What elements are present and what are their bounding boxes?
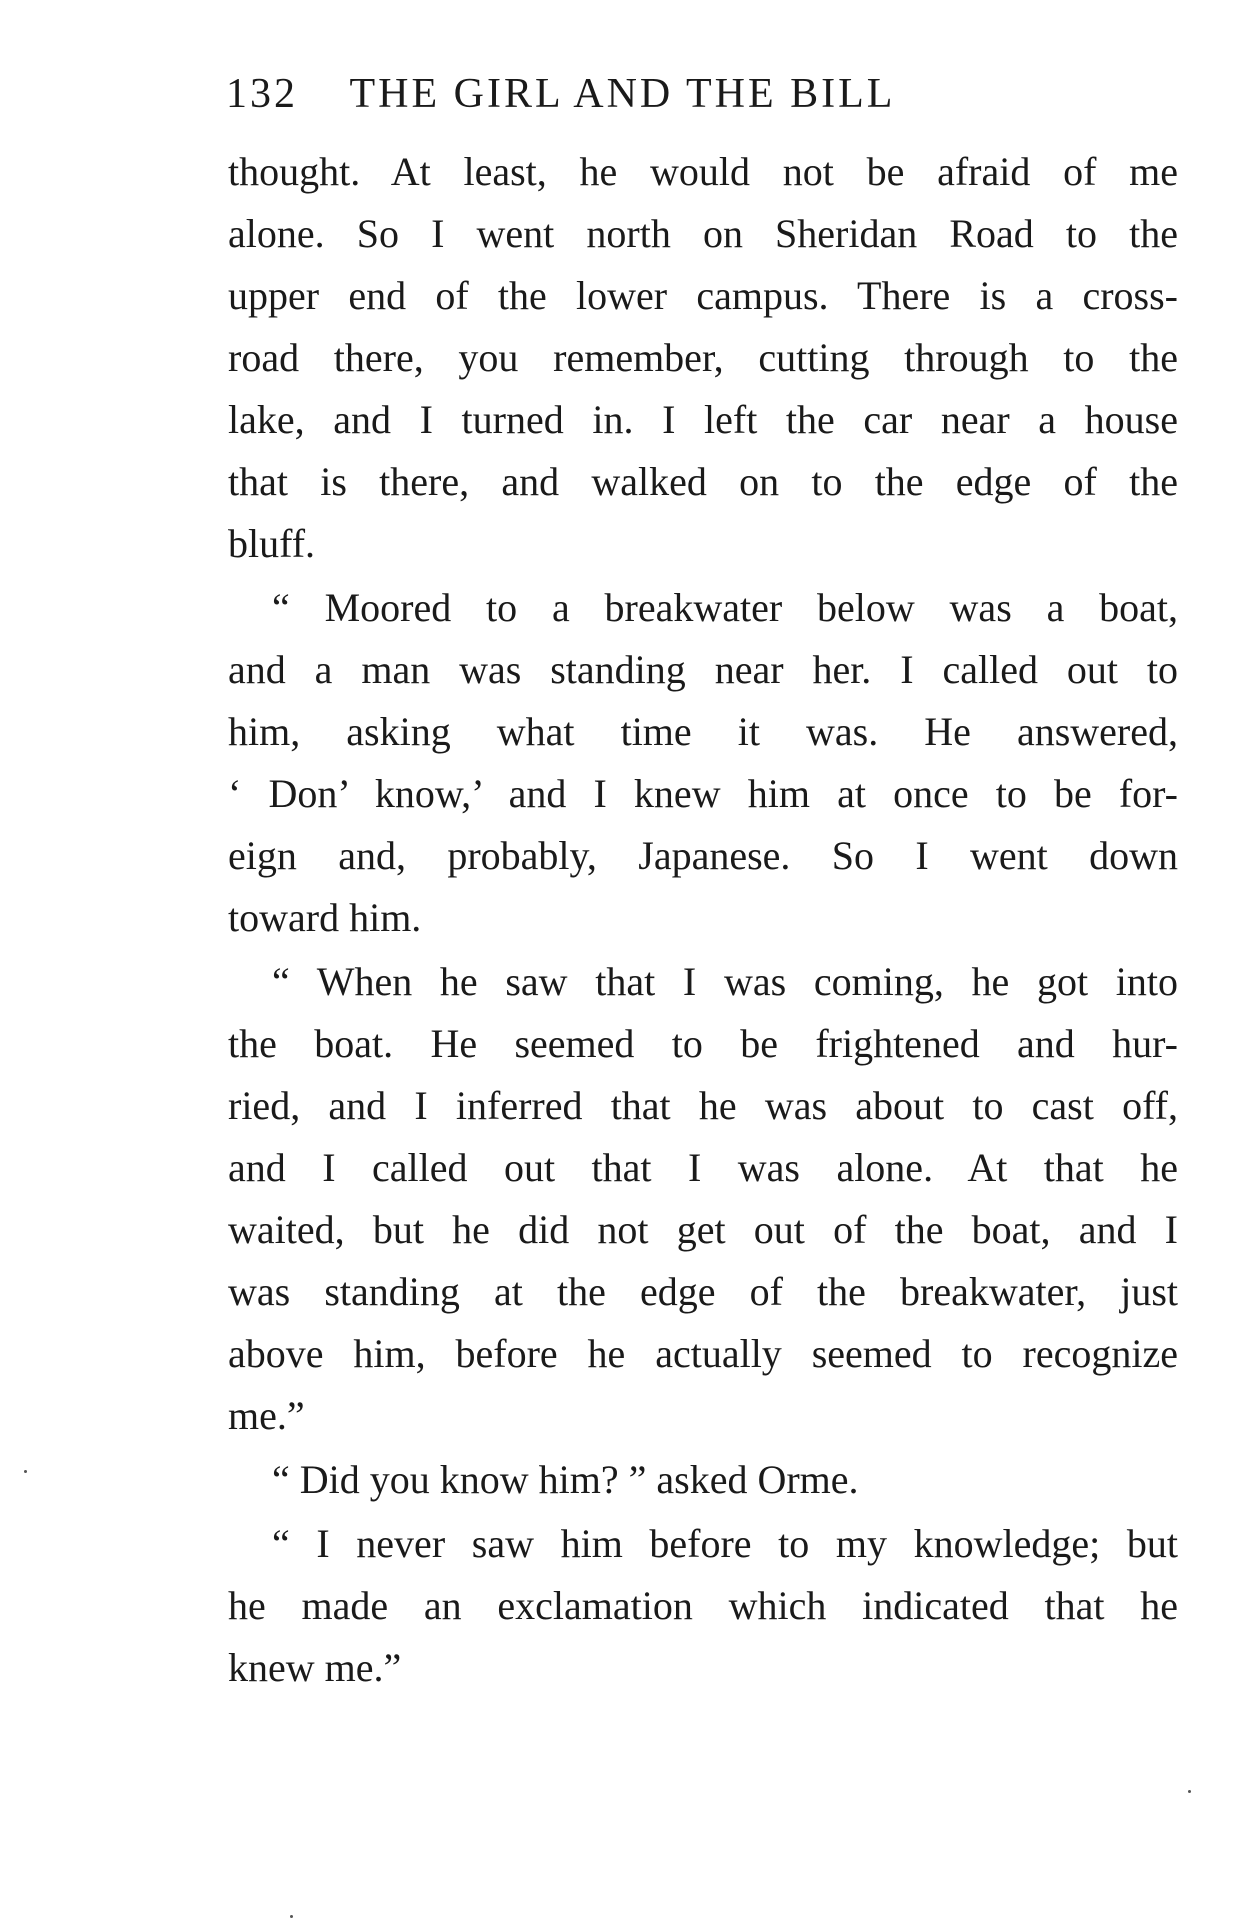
paper-speck: [1188, 1790, 1191, 1793]
text-line: ‘ Don’ know,’ and I knew him at once to be for-: [228, 771, 1178, 816]
text-line: knew me.”: [228, 1645, 402, 1690]
text-line: above him, before he actually seemed to recognize: [228, 1331, 1178, 1376]
page-number: 132: [226, 71, 298, 117]
text-line: waited, but he did not get out of the boat, and I: [228, 1207, 1178, 1252]
text-line: “ Moored to a breakwater below was a boat,: [272, 585, 1178, 630]
text-line: bluff.: [228, 521, 316, 566]
text-line: and I called out that I was alone. At that he: [228, 1145, 1178, 1190]
text-line: “ When he saw that I was coming, he got into: [272, 959, 1178, 1004]
text-line: eign and, probably, Japanese. So I went down: [228, 833, 1178, 878]
text-line: alone. So I went north on Sheridan Road to the: [228, 211, 1178, 256]
text-line: was standing at the edge of the breakwater, just: [228, 1269, 1178, 1314]
text-line: that is there, and walked on to the edge of the: [228, 459, 1178, 504]
text-line: “ I never saw him before to my knowledge; but: [272, 1521, 1178, 1566]
text-line: the boat. He seemed to be frightened and hur-: [228, 1021, 1178, 1066]
text-line: him, asking what time it was. He answered,: [228, 709, 1178, 754]
running-title: THE GIRL AND THE BILL: [349, 71, 896, 117]
text-line: he made an exclamation which indicated that he: [228, 1583, 1178, 1628]
text-line: road there, you remember, cutting through to the: [228, 335, 1178, 380]
paper-speck: [290, 1915, 293, 1918]
text-line: lake, and I turned in. I left the car near a house: [228, 397, 1178, 442]
text-line: me.”: [228, 1393, 305, 1438]
text-line: toward him.: [228, 895, 422, 940]
text-line: “ Did you know him? ” asked Orme.: [272, 1457, 859, 1502]
paper-speck: [24, 1470, 27, 1473]
text-line: thought. At least, he would not be afraid of me: [228, 149, 1178, 194]
text-line: upper end of the lower campus. There is a cross-: [228, 273, 1178, 318]
text-line: and a man was standing near her. I called out to: [228, 647, 1178, 692]
page-header: [226, 70, 1176, 130]
text-line: ried, and I inferred that he was about to cast off,: [228, 1083, 1178, 1128]
